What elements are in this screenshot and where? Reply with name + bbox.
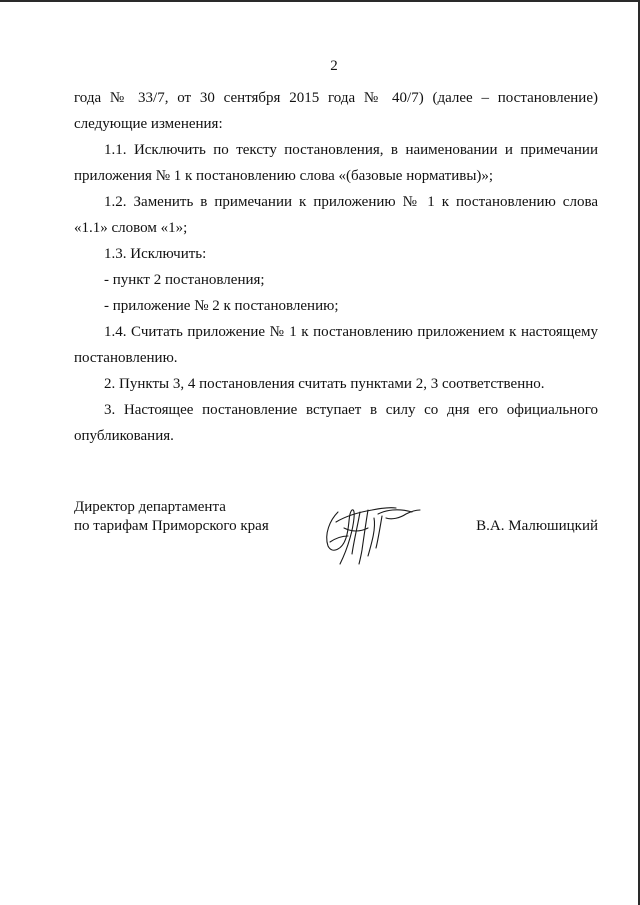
paragraph-1-4: 1.4. Считать приложение № 1 к постановлению приложением к настоящему постановлению.	[74, 324, 598, 366]
signatory-title	[74, 498, 269, 536]
paragraph-1-1: 1.1. Исключить по тексту постановления, в наименовании и примечании приложения № 1 к постановлению слова «(базовые нормативы)»;	[74, 142, 598, 184]
paragraph-1-3: 1.3. Исключить:	[104, 246, 207, 262]
signatory-title-line-2: по тарифам Приморского края	[74, 518, 269, 534]
list-item-point-2: - пункт 2 постановления;	[104, 272, 265, 288]
signatory-name: В.А. Малюшицкий	[476, 518, 598, 534]
paragraph-continuation: года № 33/7, от 30 сентября 2015 года № 40/7) (далее – постановление) следующие изменения:	[74, 90, 598, 132]
page-top-edge	[0, 0, 640, 2]
signature-block	[74, 498, 598, 578]
page-number: 2	[330, 58, 338, 74]
list-item-appendix-2: - приложение № 2 к постановлению;	[104, 298, 339, 314]
signatory-title-line-1: Директор департамента	[74, 499, 226, 515]
paragraph-2: 2. Пункты 3, 4 постановления считать пунктами 2, 3 соответственно.	[104, 376, 545, 392]
paragraph-1-2: 1.2. Заменить в примечании к приложению № 1 к постановлению слова «1.1» словом «1»;	[74, 194, 598, 236]
document-body	[74, 85, 598, 449]
handwritten-signature	[316, 498, 446, 574]
paragraph-3: 3. Настоящее постановление вступает в силу со дня его официального опубликования.	[74, 402, 598, 444]
